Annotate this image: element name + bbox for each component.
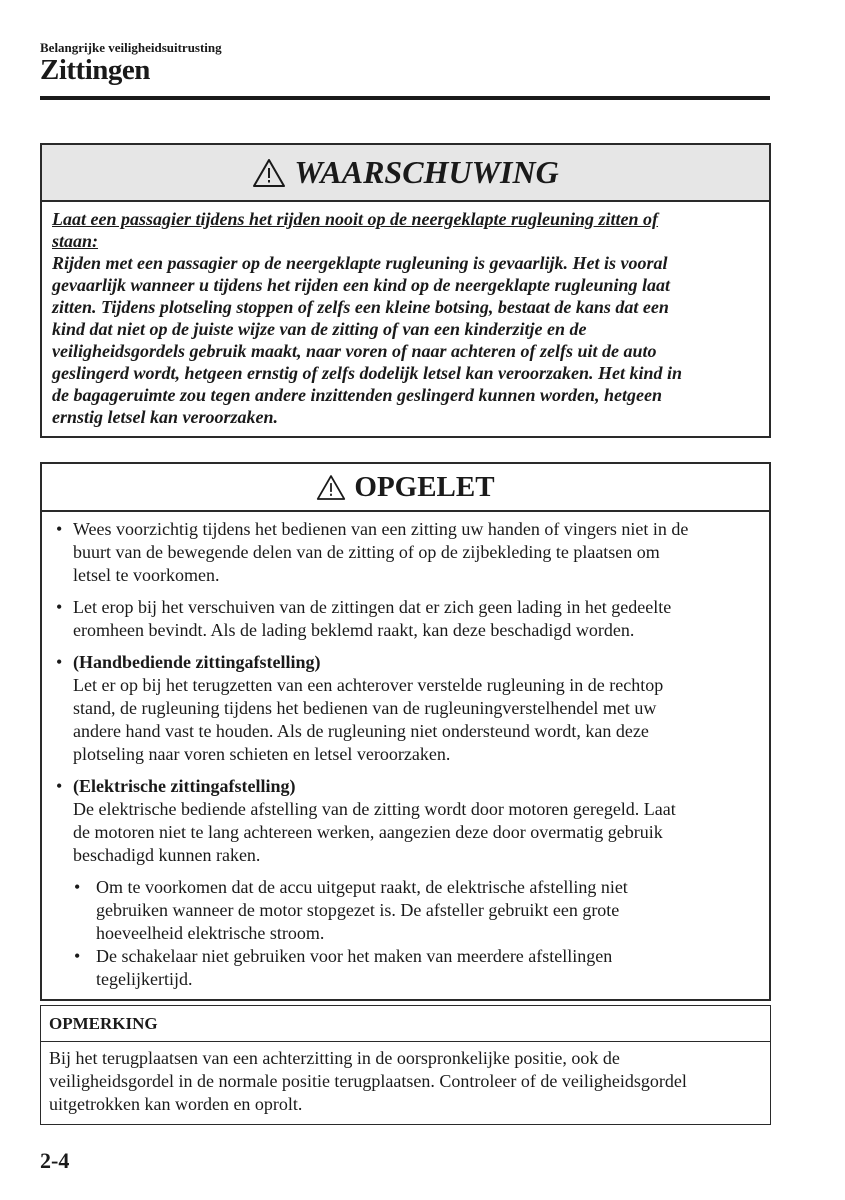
warning-box	[40, 143, 771, 438]
caution-box	[40, 462, 771, 1001]
bullet-icon: •	[74, 946, 81, 966]
caution-item-line: Wees voorzichtig tijdens het bedienen van een zitting uw handen of vingers niet in de	[73, 519, 689, 539]
page-number: 2-4	[40, 1148, 70, 1173]
title-divider	[40, 96, 770, 100]
warning-body-line: zitten. Tijdens plotseling stoppen of zelfs een kleine botsing, bestaat de kans dat een	[52, 297, 669, 317]
caution-header	[42, 464, 769, 512]
caution-item-heading: (Handbediende zittingafstelling)	[73, 652, 321, 672]
bullet-icon: •	[74, 877, 81, 897]
note-line: veiligheidsgordel in de normale positie terugplaatsen. Controleer of de veiligheidsgordel	[49, 1071, 687, 1091]
bullet-icon: •	[56, 597, 63, 617]
note-line: Bij het terugplaatsen van een achterzitting in de oorspronkelijke positie, ook de	[49, 1048, 620, 1068]
caution-sub-item	[56, 876, 759, 945]
caution-item-line: Let erop bij het verschuiven van de zittingen dat er zich geen lading in het gedeelte	[73, 597, 672, 617]
note-title: OPMERKING	[41, 1006, 770, 1042]
caution-sub-line: hoeveelheid elektrische stroom.	[96, 923, 325, 943]
note-box	[40, 1005, 771, 1125]
warning-heading-line: Laat een passagier tijdens het rijden nooit op de neergeklapte rugleuning zitten of	[52, 209, 659, 229]
caution-item-line: De elektrische bediende afstelling van de zitting wordt door motoren geregeld. Laat	[73, 799, 676, 819]
warning-body	[42, 202, 769, 436]
warning-body-line: geslingerd wordt, hetgeen ernstig of zelfs dodelijk letsel kan veroorzaken. Het kind in	[52, 363, 682, 383]
warning-triangle-icon	[316, 474, 346, 501]
warning-body-line: veiligheidsgordels gebruik maakt, naar voren of naar achteren of zelfs uit de auto	[52, 341, 657, 361]
caution-body	[42, 512, 769, 999]
caution-item-line: stand, de rugleuning tijdens het bedienen van de rugleuningverstelhendel met uw	[73, 698, 657, 718]
warning-header	[42, 145, 769, 202]
caution-item-line: buurt van de bewegende delen van de zitting of op de zijbekleding te plaatsen om	[73, 542, 660, 562]
warning-heading-line: staan:	[52, 231, 99, 251]
bullet-icon: •	[56, 519, 63, 539]
caution-sub-line: gebruiken wanneer de motor stopgezet is. De afsteller gebruikt een grote	[96, 900, 620, 920]
caution-item-line: beschadigd kunnen raken.	[73, 845, 261, 865]
caution-list-item	[56, 596, 759, 642]
caution-item-line: Let er op bij het terugzetten van een achterover verstelde rugleuning in de rechtop	[73, 675, 664, 695]
caution-sub-line: tegelijkertijd.	[96, 969, 193, 989]
note-body	[41, 1042, 770, 1124]
caution-list-item	[56, 775, 759, 867]
caution-item-line: eromheen bevindt. Als de lading beklemd raakt, kan deze beschadigd worden.	[73, 620, 635, 640]
caution-sub-line: Om te voorkomen dat de accu uitgeput raakt, de elektrische afstelling niet	[96, 877, 628, 897]
section-label: Belangrijke veiligheidsuitrusting	[40, 40, 222, 55]
warning-triangle-icon	[252, 158, 286, 188]
caution-title: OPGELET	[354, 470, 495, 503]
bullet-icon: •	[56, 776, 63, 796]
warning-title: WAARSCHUWING	[294, 154, 559, 190]
warning-body-line: de bagageruimte zou tegen andere inzittenden geslingerd kunnen worden, hetgeen	[52, 385, 663, 405]
caution-item-heading: (Elektrische zittingafstelling)	[73, 776, 296, 796]
caution-list-item	[56, 651, 759, 766]
caution-list-item	[56, 518, 759, 587]
caution-item-line: andere hand vast te houden. Als de rugleuning niet ondersteund wordt, kan deze	[73, 721, 649, 741]
warning-body-line: kind dat niet op de juiste wijze van de zitting of van een kinderzitje en de	[52, 319, 587, 339]
warning-body-line: gevaarlijk wanneer u tijdens het rijden een kind op de neergeklapte rugleuning laat	[52, 275, 671, 295]
caution-sub-item	[56, 945, 759, 991]
caution-sub-line: De schakelaar niet gebruiken voor het maken van meerdere afstellingen	[96, 946, 613, 966]
warning-body-line: Rijden met een passagier op de neergeklapte rugleuning is gevaarlijk. Het is vooral	[52, 253, 668, 273]
caution-item-line: plotseling naar voren schieten en letsel veroorzaken.	[73, 744, 451, 764]
caution-item-line: letsel te voorkomen.	[73, 565, 220, 585]
note-line: uitgetrokken kan worden en oprolt.	[49, 1094, 303, 1114]
caution-item-line: de motoren niet te lang achtereen werken, aangezien deze door overmatig gebruik	[73, 822, 663, 842]
page-title: Zittingen	[40, 54, 150, 86]
bullet-icon: •	[56, 652, 63, 672]
warning-body-line: ernstig letsel kan veroorzaken.	[52, 407, 279, 427]
